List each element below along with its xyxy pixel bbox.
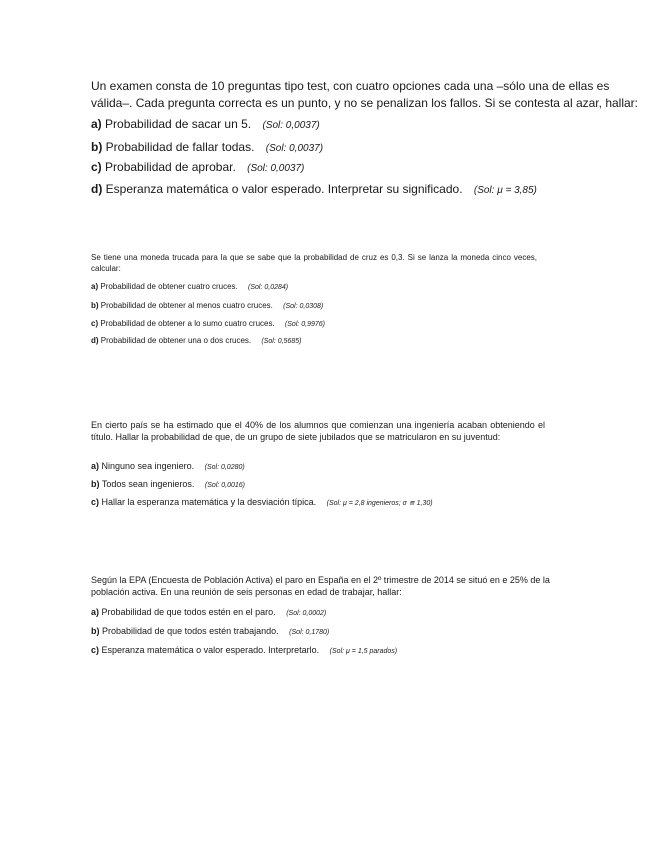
problem-1-intro: Un examen consta de 10 preguntas tipo test, con cuatro opciones cada una –sólo una de ellas es válida–. Cada pregunta correcta es un punto, y no se penalizan los fallos. Si se contesta al azar, hallar:: [91, 79, 638, 110]
item-text: Esperanza matemática o valor esperado. Interpretar su significado.: [105, 182, 463, 196]
item-text: Hallar la esperanza matemática y la desviación típica.: [101, 497, 317, 507]
item-text: Probabilidad de fallar todas.: [105, 140, 255, 154]
item-solution: (Sol: 0,0308): [283, 303, 324, 310]
item-letter: c): [91, 645, 100, 655]
problem-3-intro: En cierto país se ha estimado que el 40% de los alumnos que comienzan una ingeniería acaban obteniendo el título. Hallar la probabilidad de que, de un grupo de siete jubilados que se matricularon en su juventud:: [91, 420, 545, 442]
item-text: Probabilidad de obtener al menos cuatro cruces.: [100, 301, 273, 310]
item-solution: (Sol: μ = 1,5 parados): [329, 648, 398, 655]
item-letter: c): [91, 319, 99, 328]
problem-2-item-b: [91, 301, 323, 310]
item-letter: d): [91, 182, 103, 196]
item-solution: (Sol: μ = 2,8 ingenieros; σ ≅ 1,30): [326, 500, 433, 507]
problem-1-item-b: [91, 140, 323, 154]
problem-2-intro: Se tiene una moneda trucada para la que se sabe que la probabilidad de cruz es 0,3. Si se lanza la moneda cinco veces, calcular:: [91, 253, 537, 273]
item-text: Ninguno sea ingeniero.: [101, 461, 195, 471]
item-text: Probabilidad de obtener cuatro cruces.: [100, 282, 238, 291]
item-letter: a): [91, 282, 99, 291]
item-solution: (Sol: 0,1780): [289, 629, 330, 636]
item-solution: (Sol: 0,0037): [262, 120, 320, 131]
item-letter: c): [91, 497, 100, 507]
item-text: Probabilidad de aprobar.: [105, 160, 236, 174]
problem-4-item-b: [91, 626, 329, 636]
problem-1-item-c: [91, 160, 304, 174]
item-letter: d): [91, 336, 99, 345]
problem-3-item-a: [91, 461, 245, 471]
item-text: Probabilidad de sacar un 5.: [105, 117, 252, 131]
item-text: Probabilidad de obtener una o dos cruces.: [100, 336, 252, 345]
item-solution: (Sol: 0,0280): [204, 464, 245, 471]
problem-2-item-d: [91, 336, 301, 345]
problem-3-item-c: [91, 497, 433, 507]
item-letter: b): [91, 479, 100, 489]
item-text: Todos sean ingenieros.: [101, 479, 195, 489]
problem-1-item-d: [91, 182, 537, 196]
problem-2-item-c: [91, 319, 325, 328]
item-letter: b): [91, 301, 99, 310]
problem-1-item-a: [91, 117, 320, 131]
problem-3-item-b: [91, 479, 245, 489]
item-solution: (Sol: 0,0037): [247, 163, 305, 174]
item-letter: b): [91, 140, 103, 154]
item-letter: a): [91, 607, 100, 617]
item-solution: (Sol: 0,0016): [204, 482, 246, 489]
item-solution: (Sol: 0,5685): [261, 338, 302, 345]
problem-4-intro: Según la EPA (Encuesta de Población Activa) el paro en España en el 2º trimestre de 2014 se situó en e 25% de la población activa. En una reunión de seis personas en edad de trabajar, hallar:: [91, 575, 550, 597]
item-text: Esperanza matemática o valor esperado. Interpretarlo.: [101, 645, 320, 655]
problem-4-item-a: [91, 607, 326, 617]
item-text: Probabilidad de que todos estén en el paro.: [101, 607, 276, 617]
item-solution: (Sol: 0,0284): [248, 284, 289, 291]
item-text: Probabilidad de que todos estén trabajando.: [102, 626, 279, 636]
item-solution: (Sol: μ = 3,85): [473, 185, 537, 196]
problem-4-item-c: [91, 645, 397, 655]
item-solution: (Sol: 0,0002): [286, 610, 327, 617]
item-letter: b): [91, 626, 100, 636]
item-text: Probabilidad de obtener a lo sumo cuatro cruces.: [100, 319, 275, 328]
problem-2-item-a: [91, 282, 288, 291]
item-letter: c): [91, 160, 102, 174]
item-solution: (Sol: 0,0037): [265, 143, 324, 154]
item-letter: a): [91, 461, 100, 471]
item-letter: a): [91, 117, 102, 131]
item-solution: (Sol: 0,9976): [284, 321, 326, 328]
